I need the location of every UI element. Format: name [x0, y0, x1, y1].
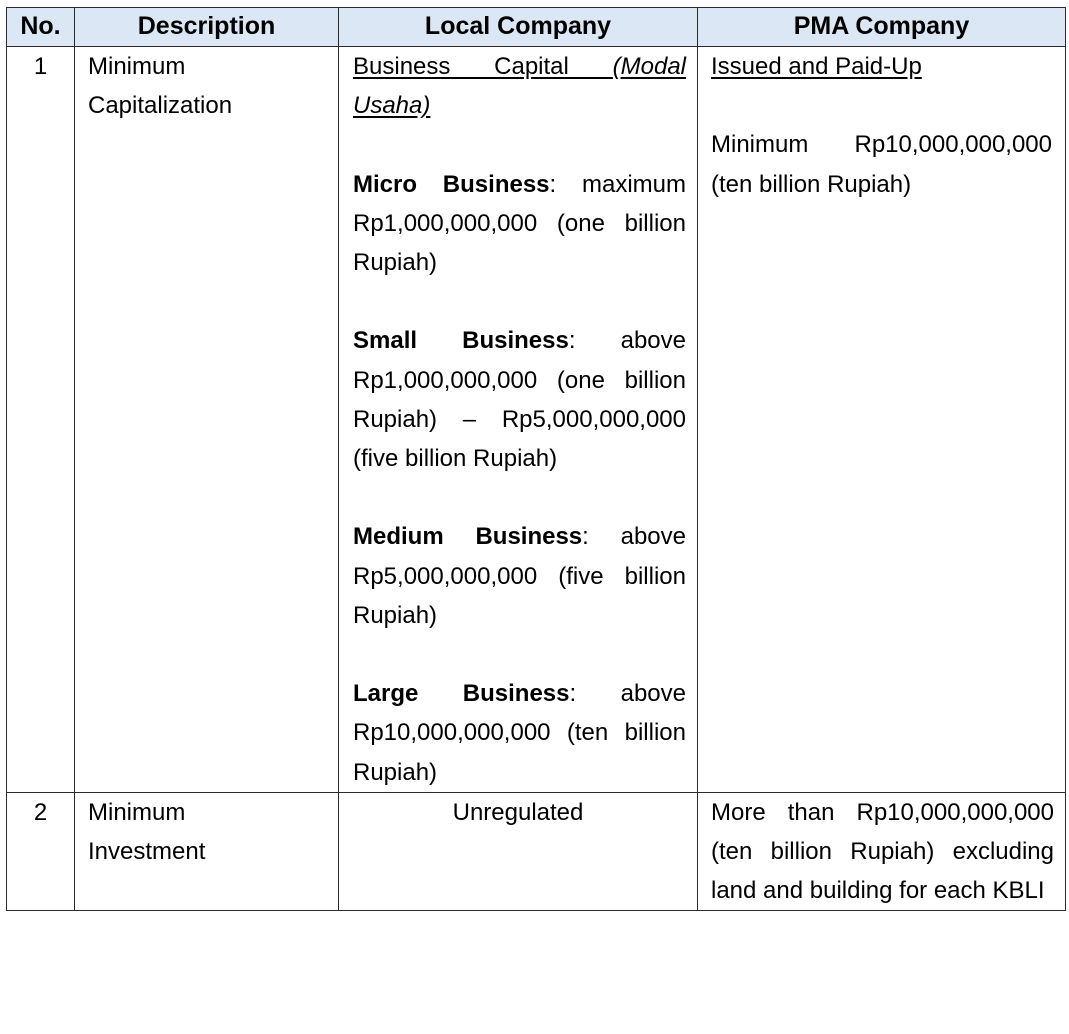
- description-line: Capitalization: [88, 92, 233, 120]
- row-number: 2: [7, 792, 75, 911]
- row-description: [75, 47, 339, 793]
- tier-small: [353, 321, 686, 478]
- tier-large: [353, 674, 686, 792]
- tier-detail: : above Rp5,000,000,000 (five billion Rupiah): [353, 523, 686, 629]
- row-number: 1: [7, 47, 75, 793]
- business-capital-heading: Business Capital (Modal Usaha): [353, 53, 686, 120]
- tier-name: Micro Business: [353, 170, 550, 198]
- tier-detail: : above Rp1,000,000,000 (one billion Rupiah) – Rp5,000,000,000 (five billion Rupiah): [353, 327, 686, 472]
- tier-detail: : above Rp10,000,000,000 (ten billion Rupiah): [353, 680, 686, 786]
- tier-detail: : maximum Rp1,000,000,000 (one billion Rupiah): [353, 170, 687, 276]
- header-pma-company: PMA Company: [698, 8, 1066, 47]
- tier-name: Small Business: [353, 327, 569, 355]
- header-description: Description: [75, 8, 339, 47]
- tier-name: Medium Business: [353, 523, 583, 551]
- row-description: [75, 792, 339, 911]
- description-line: Minimum: [88, 798, 186, 826]
- pma-investment-cell: More than Rp10,000,000,000 (ten billion Rupiah) excluding land and building for each KBLI: [698, 792, 1066, 911]
- description-line: Investment: [88, 838, 206, 865]
- table-row-investment: [7, 792, 1066, 911]
- pma-capitalization-cell: [698, 47, 1066, 793]
- description-line: Minimum: [88, 53, 186, 80]
- tier-name: Large Business: [353, 680, 570, 708]
- comparison-table: [6, 7, 1066, 911]
- issued-paid-up-heading: Issued and Paid-Up: [711, 53, 922, 80]
- local-capitalization-cell: [339, 47, 698, 793]
- header-no: No.: [7, 8, 75, 47]
- tier-medium: [353, 517, 686, 635]
- local-investment-cell: Unregulated: [339, 792, 698, 911]
- pma-minimum-capital: Minimum Rp10,000,000,000 (ten billion Rupiah): [711, 131, 1052, 198]
- header-row: [7, 8, 1066, 47]
- header-local-company: Local Company: [339, 8, 698, 47]
- table-row-capitalization: [7, 47, 1066, 793]
- tier-micro: [353, 165, 686, 283]
